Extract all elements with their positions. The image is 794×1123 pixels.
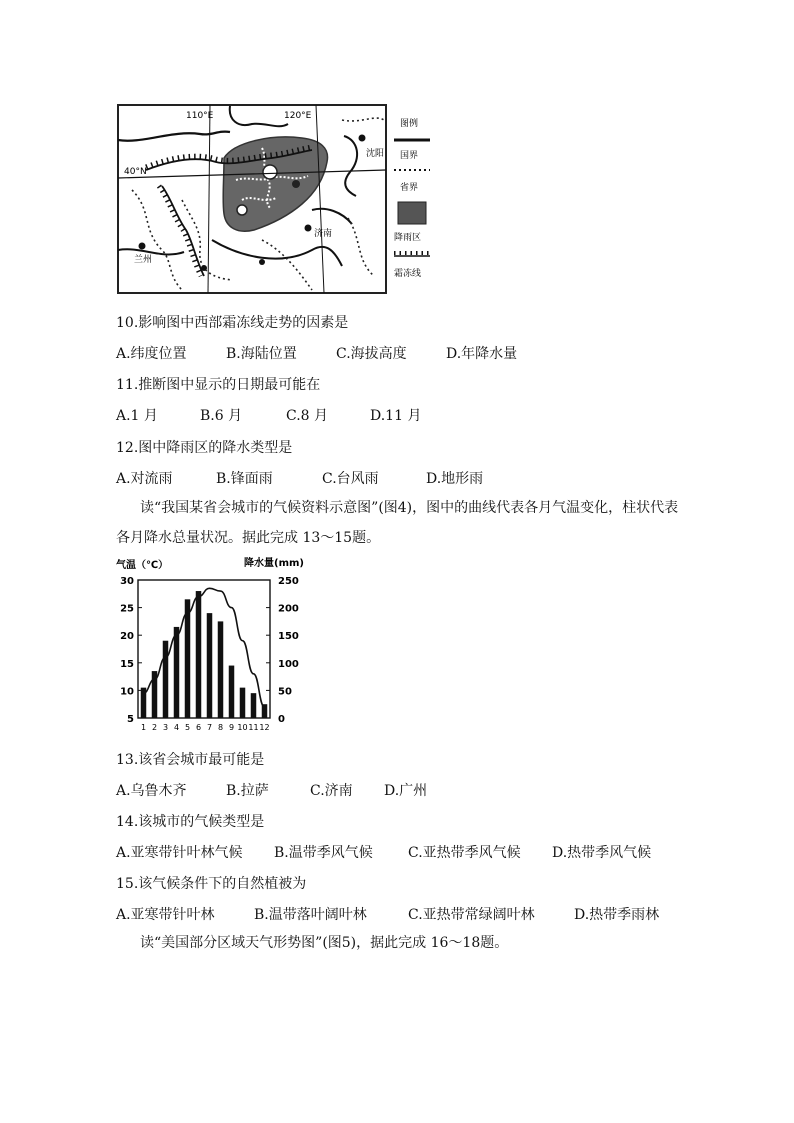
question-11-stem: 11.推断图中显示的日期最可能在	[116, 377, 321, 393]
y2-tick-label: 200	[278, 603, 299, 615]
q12-option-b[interactable]: B.锋面雨	[216, 471, 273, 487]
x-tick-label: 3	[162, 723, 169, 732]
question-14-stem: 14.该城市的气候类型是	[116, 814, 265, 830]
x-tick-label: 4	[173, 723, 180, 732]
q15-option-c[interactable]: C.亚热带常绿阔叶林	[408, 907, 535, 923]
city-lanzhou: 兰州	[134, 255, 153, 265]
q11-option-c[interactable]: C.8 月	[286, 408, 329, 424]
y-tick-label: 25	[120, 603, 134, 615]
x-tick-label: 10	[237, 723, 248, 732]
question-11-options	[116, 405, 421, 425]
question-14-options	[116, 842, 651, 862]
question-12-stem: 12.图中降雨区的降水类型是	[116, 440, 293, 456]
y2-tick-label: 150	[278, 631, 299, 643]
q11-option-d[interactable]: D.11 月	[370, 408, 422, 424]
question-15-stem: 15.该气候条件下的自然植被为	[116, 876, 307, 892]
precip-bar	[218, 621, 224, 718]
precip-bar	[196, 591, 202, 718]
city-shenyang: 沈阳	[366, 149, 385, 159]
intro-weather-paragraph: 读“美国部分区域天气形势图”(图5)，据此完成 16～18题。	[140, 935, 509, 951]
y2-tick-label: 100	[278, 658, 299, 670]
climate-chart	[112, 552, 312, 742]
question-12-options	[116, 468, 483, 488]
y-tick-label: 10	[120, 686, 134, 698]
x-tick-label: 1	[140, 723, 147, 732]
y-tick-label: 30	[120, 576, 134, 587]
q14-option-b[interactable]: B.温带季风气候	[274, 845, 373, 861]
q13-option-a[interactable]: A.乌鲁木齐	[116, 783, 187, 799]
lon-label-120: 120°E	[284, 111, 312, 121]
precip-bar	[174, 627, 180, 718]
q12-option-d[interactable]: D.地形雨	[426, 471, 484, 487]
legend-title: 图例	[400, 119, 419, 129]
q14-option-c[interactable]: C.亚热带季风气候	[408, 845, 521, 861]
y2-tick-label: 250	[278, 576, 299, 587]
y2-tick-label: 50	[278, 686, 292, 698]
precip-bar	[163, 641, 169, 718]
legend-province-border: 省界	[400, 183, 419, 193]
legend-frost-line: 霜冻线	[394, 269, 422, 279]
chart-ylabel: 气温（℃）	[116, 560, 169, 571]
q11-option-b[interactable]: B.6 月	[200, 408, 243, 424]
x-tick-label: 9	[228, 723, 235, 732]
lat-label-40: 40°N	[124, 167, 147, 177]
q10-option-c[interactable]: C.海拔高度	[336, 346, 407, 362]
question-13-options	[116, 780, 427, 800]
x-tick-label: 11	[248, 723, 259, 732]
map-legend	[394, 117, 430, 279]
question-10-options	[116, 343, 517, 363]
precip-bar	[207, 613, 213, 718]
x-tick-label: 12	[259, 723, 270, 732]
q10-option-d[interactable]: D.年降水量	[446, 346, 518, 362]
question-15-options	[116, 904, 659, 924]
weather-map-figure	[112, 100, 442, 300]
chart-plot-frame	[138, 580, 270, 718]
q11-option-a[interactable]: A.1 月	[116, 408, 158, 424]
x-tick-label: 2	[151, 723, 158, 732]
lon-label-110: 110°E	[186, 111, 214, 121]
y-tick-label: 20	[120, 631, 134, 643]
x-tick-label: 5	[184, 723, 191, 732]
x-tick-label: 8	[217, 723, 224, 732]
y2-tick-label: 0	[278, 714, 285, 725]
q10-option-a[interactable]: A.纬度位置	[116, 346, 187, 362]
q15-option-a[interactable]: A.亚寒带针叶林	[116, 907, 215, 923]
y-tick-label: 5	[127, 714, 134, 725]
y-tick-label: 15	[120, 658, 134, 670]
precip-bar	[240, 688, 246, 718]
temperature-line	[144, 588, 265, 707]
precip-bar	[185, 599, 191, 718]
q13-option-b[interactable]: B.拉萨	[226, 783, 269, 799]
legend-rain-area: 降雨区	[394, 233, 422, 243]
city-jinan: 济南	[314, 229, 333, 239]
legend-national-border: 国界	[400, 151, 419, 161]
chart-y2label: 降水量(mm)	[244, 558, 304, 569]
intro-climate-paragraph: 读“我国某省会城市的气候资料示意图”(图4)，图中的曲线代表各月气温变化，柱状代表各月降水总量状况。据此完成 13～15题。	[116, 500, 679, 546]
q14-option-d[interactable]: D.热带季风气候	[552, 845, 652, 861]
question-10-stem: 10.影响图中西部霜冻线走势的因素是	[116, 315, 349, 331]
q10-option-b[interactable]: B.海陆位置	[226, 346, 297, 362]
q12-option-c[interactable]: C.台风雨	[322, 471, 379, 487]
q15-option-b[interactable]: B.温带落叶阔叶林	[254, 907, 367, 923]
precip-bar	[251, 693, 257, 718]
x-tick-label: 7	[206, 723, 213, 732]
q13-option-d[interactable]: D.广州	[384, 783, 428, 799]
x-tick-label: 6	[195, 723, 202, 732]
q12-option-a[interactable]: A.对流雨	[116, 471, 173, 487]
precip-bar	[229, 666, 235, 718]
question-13-stem: 13.该省会城市最可能是	[116, 752, 265, 768]
q13-option-c[interactable]: C.济南	[310, 783, 353, 799]
q14-option-a[interactable]: A.亚寒带针叶林气候	[116, 845, 243, 861]
q15-option-d[interactable]: D.热带季雨林	[574, 907, 660, 923]
